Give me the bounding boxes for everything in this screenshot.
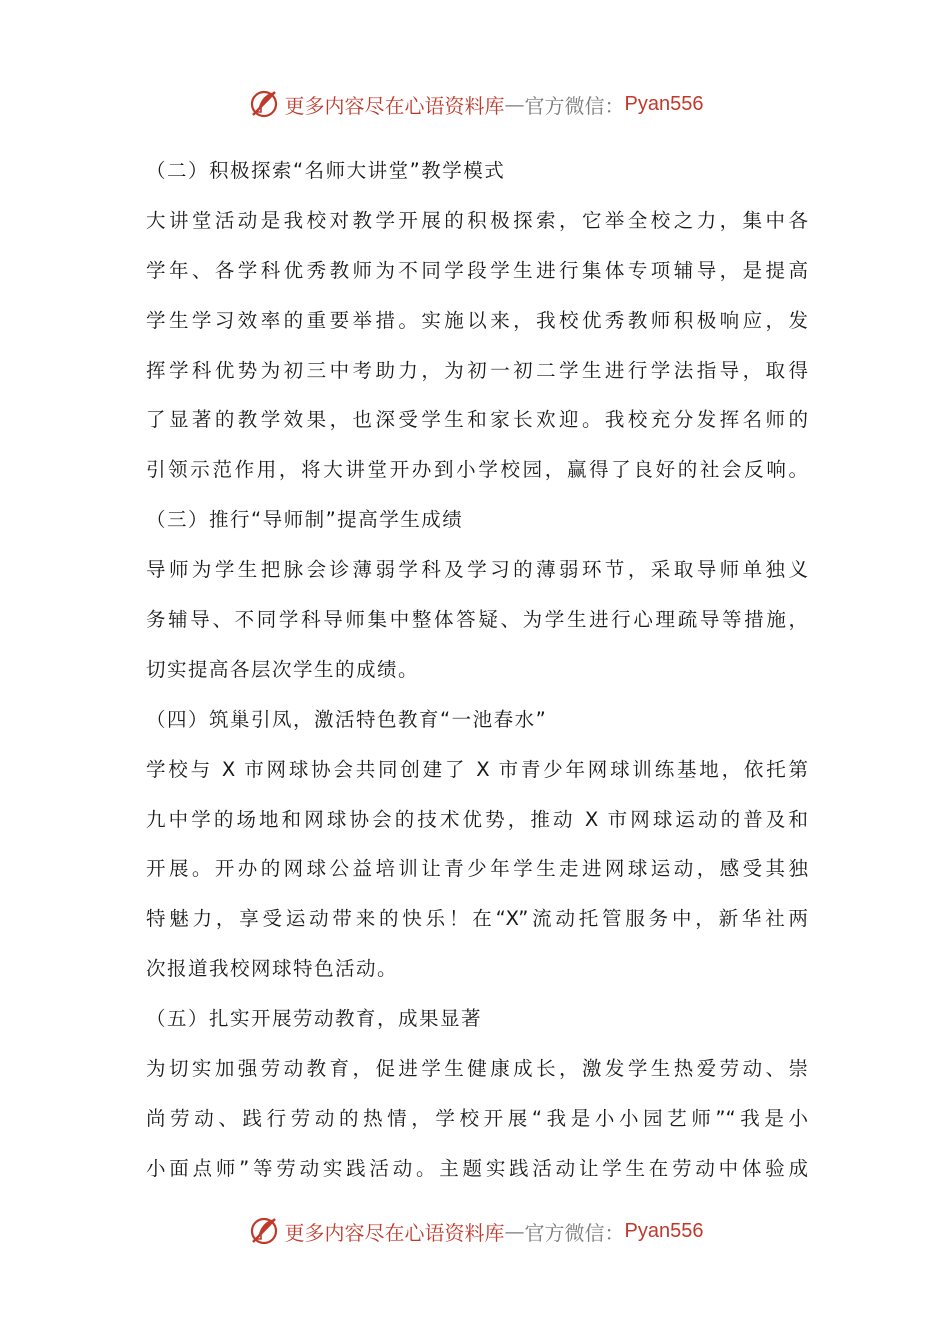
document-body — [146, 146, 808, 1194]
paragraph-line: 挥学科优势为初三中考助力，为初一初二学生进行学法指导，取得 — [146, 358, 808, 382]
paragraph-line: 尚劳动、践行劳动的热情，学校开展“我是小小园艺师”“我是小 — [146, 1106, 808, 1130]
watermark-dash: — — [504, 1219, 525, 1243]
footer-watermark — [0, 1211, 950, 1251]
paragraph-line: 切实提高各层次学生的成绩。 — [146, 657, 420, 681]
header-watermark — [0, 84, 950, 124]
watermark-title: 更多内容尽在心语资料库 — [284, 1220, 505, 1245]
section-heading-5: （五）扎实开展劳动教育，成果显著 — [146, 1007, 483, 1031]
paragraph-line: 学校与 X 市网球协会共同创建了 X 市青少年网球训练基地，依托第 — [146, 757, 808, 781]
paragraph-line: 开展。开办的网球公益培训让青少年学生走进网球运动，感受其独 — [146, 857, 808, 881]
paragraph-line: 小面点师”等劳动实践活动。主题实践活动让学生在劳动中体验成 — [146, 1156, 808, 1180]
paragraph-line: 次报道我校网球特色活动。 — [146, 957, 399, 981]
paragraph-line: 引领示范作用，将大讲堂开办到小学校园，赢得了良好的社会反响。 — [146, 458, 808, 482]
quill-logo-icon — [247, 87, 281, 121]
watermark-wechat-label: 官方微信： — [524, 1220, 625, 1245]
paragraph-line: 九中学的场地和网球协会的技术优势，推动 X 市网球运动的普及和 — [146, 807, 808, 831]
section-heading-4: （四）筑巢引凤，激活特色教育“一池春水” — [146, 707, 548, 731]
watermark-dash: — — [504, 92, 525, 116]
watermark-wechat-id: Pyan556 — [624, 1219, 704, 1242]
watermark-title: 更多内容尽在心语资料库 — [284, 93, 505, 118]
section-heading-2: （二）积极探索“名师大讲堂”教学模式 — [146, 159, 506, 182]
paragraph-line: 务辅导、不同学科导师集中整体答疑、为学生进行心理疏导等措施， — [146, 608, 808, 632]
section-heading-3: （三）推行“导师制”提高学生成绩 — [146, 508, 464, 532]
paragraph-line: 大讲堂活动是我校对教学开展的积极探索，它举全校之力，集中各 — [146, 208, 808, 232]
watermark-wechat-id: Pyan556 — [624, 92, 704, 115]
watermark-wechat-label: 官方微信： — [524, 93, 625, 118]
paragraph-line: 为切实加强劳动教育，促进学生健康成长，激发学生热爱劳动、崇 — [146, 1057, 808, 1081]
paragraph-line: 学年、各学科优秀教师为不同学段学生进行集体专项辅导，是提高 — [146, 258, 808, 282]
quill-logo-icon — [247, 1214, 281, 1248]
paragraph-line: 导师为学生把脉会诊薄弱学科及学习的薄弱环节，采取导师单独义 — [146, 558, 808, 582]
paragraph-line: 特魅力，享受运动带来的快乐！在“X”流动托管服务中，新华社两 — [146, 907, 808, 931]
paragraph-line: 了显著的教学效果，也深受学生和家长欢迎。我校充分发挥名师的 — [146, 408, 808, 432]
paragraph-line: 学生学习效率的重要举措。实施以来，我校优秀教师积极响应，发 — [146, 308, 808, 332]
